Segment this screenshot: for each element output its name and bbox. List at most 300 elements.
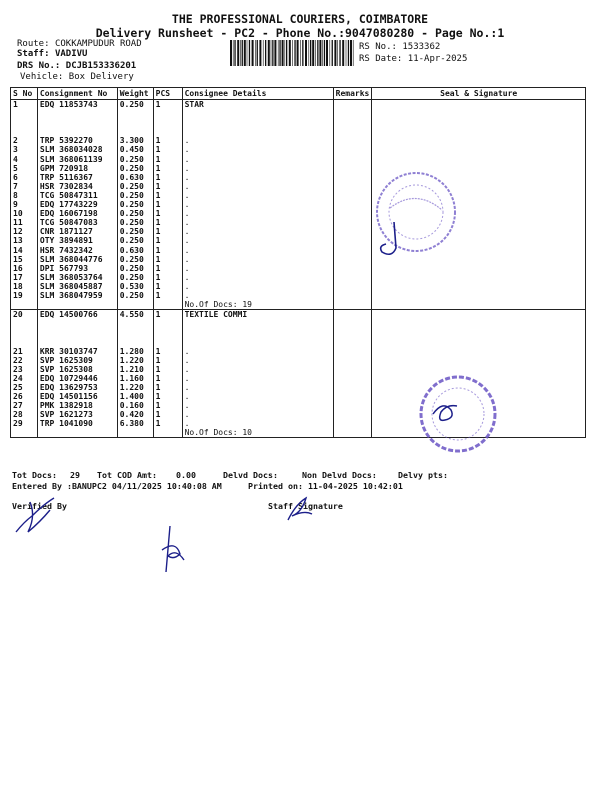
table-row <box>11 328 586 337</box>
cell-remarks <box>333 173 372 182</box>
signature-icon <box>282 490 318 526</box>
table-row <box>11 227 586 236</box>
cell-seal-signature <box>372 337 586 346</box>
tot-cod-label: Tot COD Amt: <box>97 470 157 480</box>
cell-consignment <box>37 319 117 328</box>
cell-weight <box>117 127 153 136</box>
cell-consignment <box>37 118 117 127</box>
cell-remarks <box>333 428 372 438</box>
cell-consignee: . <box>182 209 333 218</box>
table-row <box>11 246 586 255</box>
cell-consignee: . <box>182 356 333 365</box>
table-row <box>11 209 586 218</box>
signature-icon <box>372 218 412 263</box>
table-row <box>11 282 586 291</box>
table-row <box>11 236 586 245</box>
cell-sno: 8 <box>11 191 38 200</box>
cell-remarks <box>333 236 372 245</box>
cell-pcs: 1 <box>153 209 182 218</box>
cell-pcs: 1 <box>153 310 182 320</box>
cell-consignment: EDQ 14501156 <box>37 392 117 401</box>
cell-pcs <box>153 109 182 118</box>
cell-seal-signature <box>372 328 586 337</box>
cell-consignment: TCG 50847311 <box>37 191 117 200</box>
cell-sno: 6 <box>11 173 38 182</box>
cell-weight: 1.280 <box>117 347 153 356</box>
cell-remarks <box>333 109 372 118</box>
cell-consignment: EDQ 13629753 <box>37 383 117 392</box>
cell-pcs: 1 <box>153 383 182 392</box>
cell-seal-signature <box>372 136 586 145</box>
cell-pcs: 1 <box>153 273 182 282</box>
cell-seal-signature <box>372 264 586 273</box>
cell-remarks <box>333 337 372 346</box>
cell-consignment: DPI 567793 <box>37 264 117 273</box>
cell-weight: 0.250 <box>117 209 153 218</box>
table-row <box>11 200 586 209</box>
cell-remarks <box>333 136 372 145</box>
tot-cod-block <box>97 470 196 480</box>
cell-consignee: . <box>182 182 333 191</box>
cell-consignee: . <box>182 236 333 245</box>
cell-sno: 10 <box>11 209 38 218</box>
runsheet-title: Delivery Runsheet - PC2 - Phone No.:9047080280 - Page No.:1 <box>95 26 505 40</box>
cell-consignment: TRP 1041090 <box>37 419 117 428</box>
cell-pcs: 1 <box>153 410 182 419</box>
cell-sno: 7 <box>11 182 38 191</box>
cell-consignment: EDQ 14500766 <box>37 310 117 320</box>
cell-weight: 0.250 <box>117 291 153 300</box>
cell-remarks <box>333 246 372 255</box>
table-row <box>11 164 586 173</box>
cell-consignee <box>182 109 333 118</box>
non-delvd-docs-label: Non Delvd Docs: <box>302 470 377 480</box>
staff-signature-label: Staff Signature <box>268 501 343 511</box>
cell-consignment <box>37 300 117 310</box>
cell-weight: 3.300 <box>117 136 153 145</box>
cell-consignee: No.Of Docs: 19 <box>182 300 333 310</box>
cell-sno <box>11 337 38 346</box>
cell-remarks <box>333 419 372 428</box>
staff-line <box>17 49 87 59</box>
cell-remarks <box>333 191 372 200</box>
col-sno: S No <box>11 88 38 100</box>
cell-weight: 0.250 <box>117 164 153 173</box>
cell-seal-signature <box>372 109 586 118</box>
verified-by-label: Verified By <box>12 501 67 511</box>
cell-remarks <box>333 392 372 401</box>
rs-no-value: 1533362 <box>402 42 441 52</box>
cell-sno: 1 <box>11 100 38 110</box>
cell-remarks <box>333 401 372 410</box>
cell-pcs: 1 <box>153 182 182 191</box>
table-row <box>11 264 586 273</box>
cell-pcs: 1 <box>153 145 182 154</box>
cell-remarks <box>333 383 372 392</box>
col-consignment: Consignment No <box>37 88 117 100</box>
barcode-icon <box>230 40 354 66</box>
cell-pcs: 1 <box>153 282 182 291</box>
cell-sno: 27 <box>11 401 38 410</box>
cell-pcs: 1 <box>153 164 182 173</box>
cell-weight: 1.210 <box>117 365 153 374</box>
tot-docs-label: Tot Docs: <box>12 470 57 480</box>
table-row <box>11 136 586 145</box>
cell-seal-signature <box>372 347 586 356</box>
cell-weight: 0.250 <box>117 100 153 110</box>
cell-remarks <box>333 264 372 273</box>
cell-sno <box>11 300 38 310</box>
cell-sno: 16 <box>11 264 38 273</box>
cell-consignment: SLM 368053764 <box>37 273 117 282</box>
cell-sno: 11 <box>11 218 38 227</box>
cell-weight: 1.160 <box>117 374 153 383</box>
cell-remarks <box>333 374 372 383</box>
cell-consignment: TRP 5116367 <box>37 173 117 182</box>
cell-remarks <box>333 227 372 236</box>
cell-sno: 22 <box>11 356 38 365</box>
table-row <box>11 291 586 300</box>
col-seal-signature: Seal & Signature <box>372 88 586 100</box>
cell-consignment: SLM 368044776 <box>37 255 117 264</box>
cell-sno: 28 <box>11 410 38 419</box>
cell-weight <box>117 109 153 118</box>
cell-seal-signature <box>372 300 586 310</box>
cell-sno: 13 <box>11 236 38 245</box>
cell-pcs <box>153 337 182 346</box>
cell-weight: 0.250 <box>117 255 153 264</box>
cell-consignment: HSR 7432342 <box>37 246 117 255</box>
cell-consignee <box>182 127 333 136</box>
cell-pcs: 1 <box>153 200 182 209</box>
cell-remarks <box>333 273 372 282</box>
cell-remarks <box>333 200 372 209</box>
cell-weight: 4.550 <box>117 310 153 320</box>
cell-pcs: 1 <box>153 173 182 182</box>
table-row <box>11 173 586 182</box>
cell-seal-signature <box>372 291 586 300</box>
cell-consignment: SVP 1625308 <box>37 365 117 374</box>
cell-remarks <box>333 164 372 173</box>
cell-seal-signature <box>372 127 586 136</box>
cell-remarks <box>333 319 372 328</box>
cell-remarks <box>333 291 372 300</box>
cell-pcs: 1 <box>153 155 182 164</box>
table-row <box>11 118 586 127</box>
cell-remarks <box>333 118 372 127</box>
table-row <box>11 100 586 110</box>
rs-date-label: RS Date: <box>359 54 403 64</box>
cell-seal-signature <box>372 282 586 291</box>
cell-consignment <box>37 337 117 346</box>
cell-consignee <box>182 328 333 337</box>
cell-consignment: EDQ 17743229 <box>37 200 117 209</box>
cell-weight <box>117 319 153 328</box>
cell-weight: 0.420 <box>117 410 153 419</box>
cell-consignee: . <box>182 282 333 291</box>
cell-weight: 0.160 <box>117 401 153 410</box>
cell-sno: 23 <box>11 365 38 374</box>
table-row <box>11 182 586 191</box>
cell-consignment: EDQ 11853743 <box>37 100 117 110</box>
cell-consignee: . <box>182 227 333 236</box>
cell-consignee: . <box>182 136 333 145</box>
cell-consignee: . <box>182 155 333 164</box>
table-row <box>11 145 586 154</box>
cell-consignee: . <box>182 191 333 200</box>
cell-sno: 21 <box>11 347 38 356</box>
cell-pcs <box>153 127 182 136</box>
cell-sno <box>11 127 38 136</box>
drs-line <box>17 61 136 71</box>
table-header-row <box>11 88 586 100</box>
table-row <box>11 218 586 227</box>
cell-seal-signature <box>372 100 586 110</box>
table-row <box>11 337 586 346</box>
cell-consignment: SLM 368034028 <box>37 145 117 154</box>
cell-consignee: . <box>182 410 333 419</box>
signature-icon <box>150 520 190 580</box>
cell-consignment <box>37 428 117 438</box>
cell-remarks <box>333 127 372 136</box>
cell-consignment: TCG 50847083 <box>37 218 117 227</box>
cell-remarks <box>333 182 372 191</box>
table-row <box>11 191 586 200</box>
table-row <box>11 155 586 164</box>
cell-sno: 17 <box>11 273 38 282</box>
cell-remarks <box>333 145 372 154</box>
staff-value: VADIVU <box>54 49 88 59</box>
cell-consignee: . <box>182 273 333 282</box>
cell-pcs: 1 <box>153 401 182 410</box>
cell-pcs: 1 <box>153 255 182 264</box>
cell-consignee <box>182 118 333 127</box>
cell-sno: 29 <box>11 419 38 428</box>
signature-icon <box>10 492 60 540</box>
tot-docs-value: 29 <box>69 470 80 480</box>
signature-icon <box>425 392 465 432</box>
cell-consignment: SLM 368061139 <box>37 155 117 164</box>
cell-seal-signature <box>372 310 586 320</box>
cell-sno <box>11 109 38 118</box>
company-title: THE PROFESSIONAL COURIERS, COIMBATORE <box>171 12 429 26</box>
cell-seal-signature <box>372 273 586 282</box>
cell-pcs: 1 <box>153 356 182 365</box>
cell-pcs: 1 <box>153 136 182 145</box>
cell-pcs: 1 <box>153 419 182 428</box>
cell-remarks <box>333 347 372 356</box>
col-weight: Weight <box>117 88 153 100</box>
cell-sno: 2 <box>11 136 38 145</box>
cell-sno: 12 <box>11 227 38 236</box>
cell-consignee: . <box>182 200 333 209</box>
cell-weight: 0.530 <box>117 282 153 291</box>
cell-seal-signature <box>372 145 586 154</box>
cell-consignee: . <box>182 255 333 264</box>
cell-consignment: CNR 1871127 <box>37 227 117 236</box>
cell-weight: 0.250 <box>117 236 153 245</box>
cell-remarks <box>333 282 372 291</box>
cell-remarks <box>333 209 372 218</box>
cell-consignment: HSR 7302834 <box>37 182 117 191</box>
staff-label: Staff: <box>17 49 50 59</box>
cell-pcs: 1 <box>153 100 182 110</box>
cell-consignment: KRR 30103747 <box>37 347 117 356</box>
rs-date-value: 11-Apr-2025 <box>407 54 468 64</box>
cell-weight <box>117 300 153 310</box>
cell-consignee: . <box>182 383 333 392</box>
cell-pcs: 1 <box>153 374 182 383</box>
cell-weight: 0.250 <box>117 273 153 282</box>
cell-weight: 1.400 <box>117 392 153 401</box>
cell-weight: 0.450 <box>117 145 153 154</box>
cell-sno: 26 <box>11 392 38 401</box>
printed-on: Printed on: 11-04-2025 10:42:01 <box>248 481 403 491</box>
cell-remarks <box>333 356 372 365</box>
cell-consignee: . <box>182 173 333 182</box>
cell-remarks <box>333 328 372 337</box>
cell-remarks <box>333 410 372 419</box>
cell-pcs: 1 <box>153 236 182 245</box>
cell-consignee: . <box>182 347 333 356</box>
table-row <box>11 310 586 320</box>
rs-no-label: RS No.: <box>359 42 397 52</box>
cell-consignee: . <box>182 401 333 410</box>
cell-consignee: . <box>182 164 333 173</box>
entered-by: Entered By :BANUPC2 04/11/2025 10:40:08 AM <box>12 481 222 491</box>
cell-weight: 0.250 <box>117 227 153 236</box>
cell-consignee: . <box>182 365 333 374</box>
tot-cod-value: 0.00 <box>175 470 196 480</box>
cell-pcs: 1 <box>153 365 182 374</box>
route-label: Route: <box>17 39 50 49</box>
cell-weight: 0.250 <box>117 218 153 227</box>
delvy-pts-label: Delvy pts: <box>398 470 448 480</box>
cell-weight: 1.220 <box>117 383 153 392</box>
drs-value: DCJB153336201 <box>65 61 137 71</box>
cell-pcs <box>153 319 182 328</box>
table-row <box>11 273 586 282</box>
cell-sno <box>11 118 38 127</box>
route-line <box>17 39 142 49</box>
cell-sno: 4 <box>11 155 38 164</box>
cell-consignee: . <box>182 419 333 428</box>
cell-sno <box>11 428 38 438</box>
vehicle-line <box>20 72 134 82</box>
vehicle-label: Vehicle: <box>20 72 64 82</box>
cell-pcs: 1 <box>153 246 182 255</box>
cell-remarks <box>333 100 372 110</box>
rs-no-line <box>359 42 440 52</box>
cell-remarks <box>333 300 372 310</box>
col-consignee: Consignee Details <box>182 88 333 100</box>
cell-sno: 3 <box>11 145 38 154</box>
cell-consignment: GPM 720918 <box>37 164 117 173</box>
cell-weight <box>117 428 153 438</box>
cell-sno: 19 <box>11 291 38 300</box>
cell-seal-signature <box>372 155 586 164</box>
cell-consignee: . <box>182 392 333 401</box>
cell-weight: 0.630 <box>117 173 153 182</box>
cell-consignee <box>182 337 333 346</box>
delvd-docs-label: Delvd Docs: <box>223 470 278 480</box>
cell-weight: 6.380 <box>117 419 153 428</box>
cell-sno <box>11 328 38 337</box>
cell-consignment: PMK 1382918 <box>37 401 117 410</box>
cell-consignee: . <box>182 374 333 383</box>
cell-pcs: 1 <box>153 392 182 401</box>
cell-consignee: . <box>182 145 333 154</box>
cell-consignee: . <box>182 264 333 273</box>
cell-consignment <box>37 109 117 118</box>
cell-consignment: TRP 5392270 <box>37 136 117 145</box>
totals-line <box>12 470 80 480</box>
cell-remarks <box>333 310 372 320</box>
rs-date-line <box>359 54 467 64</box>
cell-consignee <box>182 319 333 328</box>
cell-pcs: 1 <box>153 218 182 227</box>
cell-weight <box>117 118 153 127</box>
drs-label: DRS No.: <box>17 61 61 71</box>
cell-weight <box>117 328 153 337</box>
cell-pcs <box>153 300 182 310</box>
cell-remarks <box>333 365 372 374</box>
cell-consignee: . <box>182 246 333 255</box>
cell-consignment: OTY 3894891 <box>37 236 117 245</box>
cell-consignment: EDQ 10729446 <box>37 374 117 383</box>
cell-consignment <box>37 328 117 337</box>
col-pcs: PCS <box>153 88 182 100</box>
cell-weight: 0.250 <box>117 264 153 273</box>
cell-remarks <box>333 255 372 264</box>
cell-consignee: STAR <box>182 100 333 110</box>
cell-sno <box>11 319 38 328</box>
cell-consignment: SLM 368047959 <box>37 291 117 300</box>
cell-pcs <box>153 118 182 127</box>
cell-weight: 0.250 <box>117 191 153 200</box>
cell-seal-signature <box>372 356 586 365</box>
cell-weight: 1.220 <box>117 356 153 365</box>
table-row <box>11 255 586 264</box>
route-value: COKKAMPUDUR ROAD <box>54 39 142 49</box>
cell-consignee: No.Of Docs: 10 <box>182 428 333 438</box>
cell-pcs: 1 <box>153 191 182 200</box>
cell-consignment: SVP 1625309 <box>37 356 117 365</box>
cell-consignee: TEXTILE COMMI <box>182 310 333 320</box>
table-row <box>11 300 586 310</box>
table-row <box>11 356 586 365</box>
cell-sno: 24 <box>11 374 38 383</box>
cell-sno: 14 <box>11 246 38 255</box>
cell-sno: 18 <box>11 282 38 291</box>
vehicle-value: Box Delivery <box>68 72 134 82</box>
cell-seal-signature <box>372 319 586 328</box>
cell-pcs: 1 <box>153 347 182 356</box>
cell-sno: 9 <box>11 200 38 209</box>
cell-weight: 0.250 <box>117 182 153 191</box>
table-row <box>11 319 586 328</box>
cell-weight <box>117 337 153 346</box>
cell-consignment <box>37 127 117 136</box>
cell-seal-signature <box>372 118 586 127</box>
table-row <box>11 127 586 136</box>
table-row <box>11 347 586 356</box>
cell-consignee: . <box>182 291 333 300</box>
table-row <box>11 109 586 118</box>
cell-pcs <box>153 428 182 438</box>
cell-sno: 20 <box>11 310 38 320</box>
cell-pcs: 1 <box>153 264 182 273</box>
